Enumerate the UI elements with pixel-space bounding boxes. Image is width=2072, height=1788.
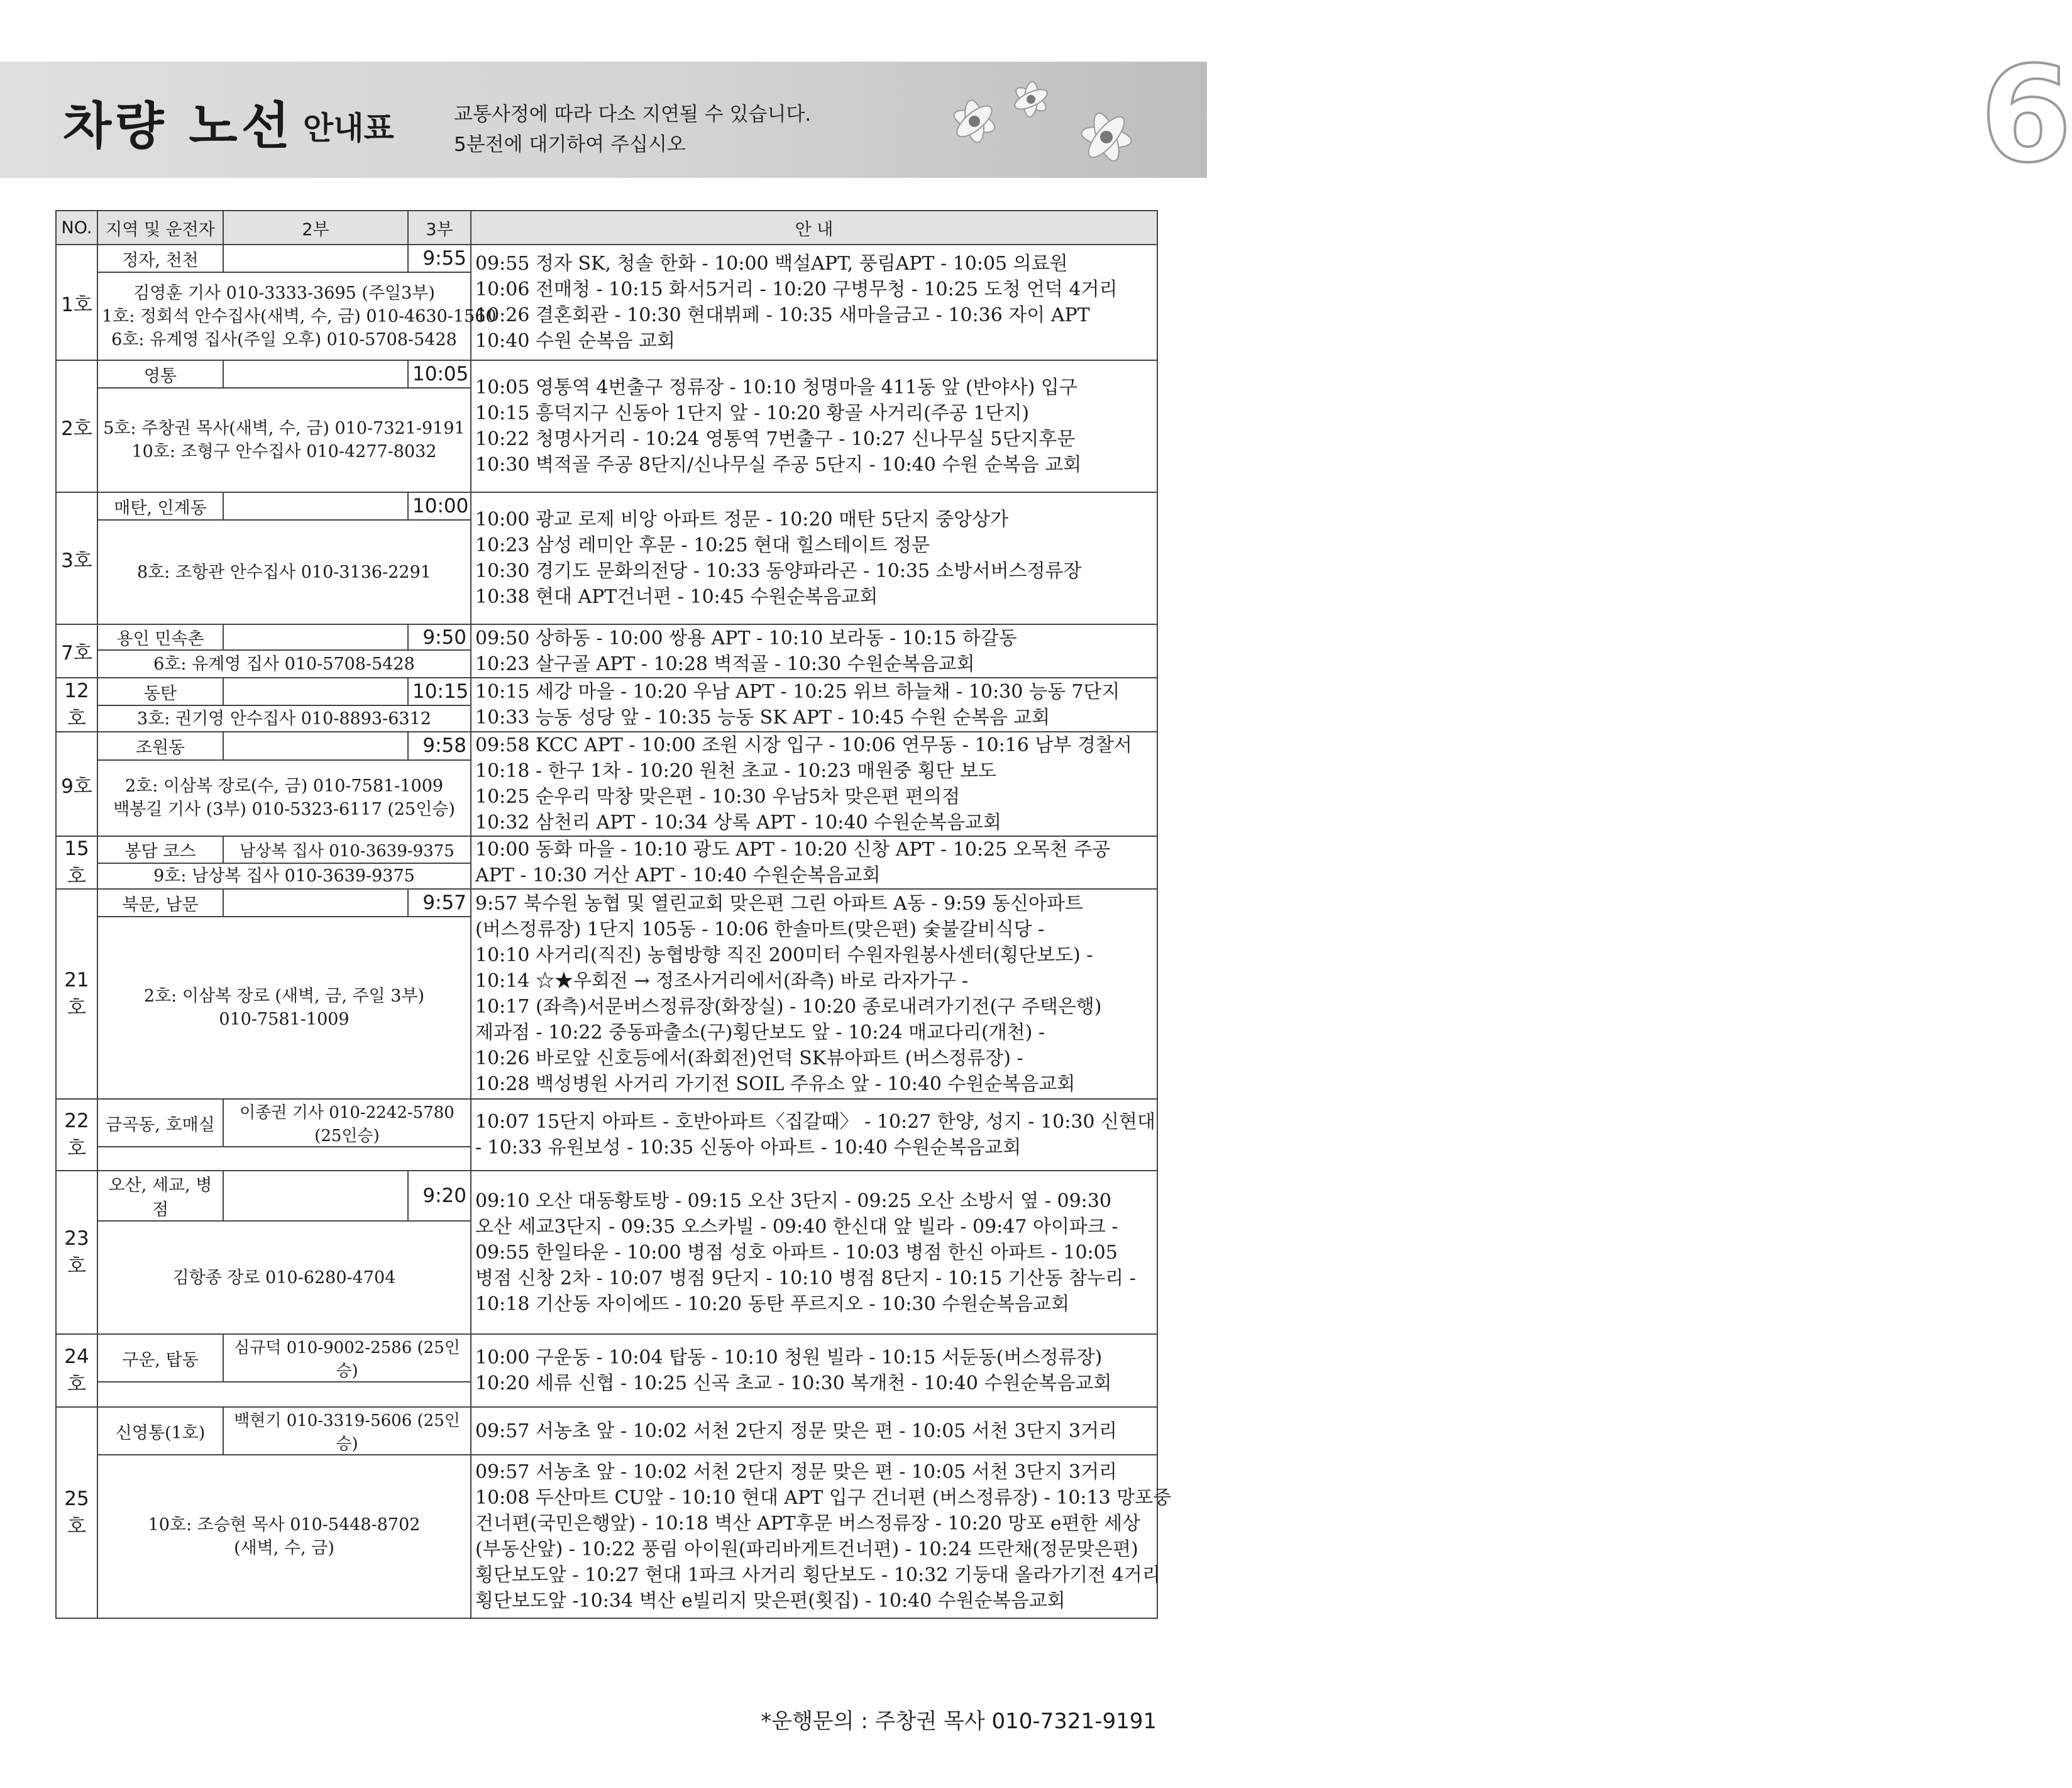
table-row bbox=[56, 492, 1157, 520]
route-region: 조원동 bbox=[97, 732, 223, 760]
part3-time: 10:15 bbox=[408, 678, 471, 705]
col-header-region: 지역 및 운전자 bbox=[97, 211, 223, 245]
table-row bbox=[56, 245, 1157, 272]
table-row bbox=[56, 836, 1157, 863]
part2-cell bbox=[223, 245, 408, 272]
part3-time: 9:57 bbox=[408, 889, 471, 917]
driver-line: 1호: 정회석 안수집사(새벽, 수, 금) 010-4630-1560 bbox=[102, 306, 497, 326]
guide-line: 10:20 세류 신협 - 10:25 신곡 초교 - 10:30 복개천 - 10:40 수원순복음교회 bbox=[475, 1372, 1112, 1394]
guide-line: APT - 10:30 거산 APT - 10:40 수원순복음교회 bbox=[475, 864, 881, 886]
page-number: 6 bbox=[1980, 38, 2072, 192]
guide-line: 10:14 ☆★우회전 → 정조사거리에서(좌측) 바로 라자가구 - bbox=[475, 970, 968, 992]
guide-line: 9:57 북수원 농협 및 열린교회 맞은편 그린 아파트 A동 - 9:59 동신아파트 bbox=[475, 893, 1083, 915]
driver-line: 김항종 장로 010-6280-4704 bbox=[172, 1267, 396, 1288]
guide-line: 10:15 흥덕지구 신동아 1단지 앞 - 10:20 황골 사거리(주공 1단지) bbox=[475, 402, 1030, 424]
route-driver-inline: 심규덕 010-9002-2586 (25인승) bbox=[223, 1334, 471, 1382]
guide-line: 09:57 서농초 앞 - 10:02 서천 2단지 정문 맞은 편 - 10:05 서천 3단지 3거리 bbox=[475, 1420, 1118, 1442]
driver-line: 3호: 권기영 안수집사 010-8893-6312 bbox=[137, 709, 431, 729]
notice bbox=[454, 99, 811, 160]
guide-line: 10:10 사거리(직진) 농협방향 직진 200미터 수원자원봉사센터(횡단보도) - bbox=[475, 944, 1093, 966]
guide-line: 10:30 경기도 문화의전당 - 10:33 동양파라곤 - 10:35 소방서버스정류장 bbox=[475, 560, 1082, 582]
route-drivers bbox=[97, 705, 471, 732]
driver-line: 10호: 조승현 목사 010-5448-8702 bbox=[148, 1515, 421, 1535]
part3-time: 9:58 bbox=[408, 732, 471, 760]
route-region: 매탄, 인계동 bbox=[97, 492, 223, 520]
guide-line: 10:30 벽적골 주공 8단지/신나무실 주공 5단지 - 10:40 수원 순복음 교회 bbox=[475, 454, 1082, 476]
flower-decoration bbox=[918, 38, 2072, 192]
guide-line: 10:32 삼천리 APT - 10:34 상록 APT - 10:40 수원순복음교회 bbox=[475, 812, 1001, 834]
route-guide bbox=[471, 1455, 1172, 1618]
table-row bbox=[56, 360, 1157, 388]
route-drivers bbox=[97, 520, 471, 624]
guide-line: 건너편(국민은행앞) - 10:18 벽산 APT후문 버스정류장 - 10:20 망포 e편한 세상 bbox=[475, 1513, 1141, 1535]
notice-line: 5분전에 대기하여 주십시오 bbox=[454, 133, 686, 156]
guide-line: 병점 신창 2차 - 10:07 병점 9단지 - 10:10 병점 8단지 - 10:15 기산동 참누리 - bbox=[475, 1267, 1136, 1289]
route-drivers bbox=[97, 760, 471, 836]
part3-time: 10:05 bbox=[408, 360, 471, 388]
route-guide bbox=[471, 836, 1157, 889]
route-number: 3호 bbox=[56, 492, 97, 624]
route-number: 24호 bbox=[56, 1334, 97, 1407]
guide-line: 09:58 KCC APT - 10:00 조원 시장 입구 - 10:06 연무동 - 10:16 남부 경찰서 bbox=[475, 734, 1132, 756]
guide-line: 오산 세교3단지 - 09:35 오스카빌 - 09:40 한신대 앞 빌라 - 09:47 아이파크 - bbox=[475, 1215, 1118, 1238]
driver-line: (새벽, 수, 금) bbox=[234, 1538, 334, 1558]
route-number: 23호 bbox=[56, 1171, 97, 1334]
route-guide bbox=[471, 360, 1157, 492]
driver-line: 2호: 이삼복 장로 (새벽, 금, 주일 3부) bbox=[143, 986, 425, 1006]
route-driver-inline: 이종권 기사 010-2242-5780 (25인승) bbox=[223, 1099, 471, 1147]
route-region: 신영통(1호) bbox=[97, 1407, 223, 1455]
route-table bbox=[55, 210, 1172, 1619]
guide-line: 10:00 광교 로제 비앙 아파트 정문 - 10:20 매탄 5단지 중앙상가 bbox=[475, 509, 1009, 531]
table-row bbox=[56, 1099, 1157, 1147]
part3-time: 9:50 bbox=[408, 624, 471, 650]
part2-cell bbox=[223, 360, 408, 388]
guide-line: 10:26 바로앞 신호등에서(좌회전)언덕 SK뷰아파트 (버스정류장) - bbox=[475, 1047, 1023, 1069]
guide-line: 09:50 상하동 - 10:00 쌍용 APT - 10:10 보라동 - 10:15 하갈동 bbox=[475, 627, 1017, 649]
guide-line: 횡단보도앞 - 10:27 현대 1파크 사거리 횡단보도 - 10:32 기둥대 올라가기전 4거리 bbox=[475, 1564, 1160, 1586]
route-drivers bbox=[97, 1221, 471, 1334]
guide-line: 10:28 백성병원 사거리 가기전 SOIL 주유소 앞 - 10:40 수원순복음교회 bbox=[475, 1073, 1076, 1095]
guide-line: 10:17 (좌측)서문버스정류장(화장실) - 10:20 종로내려가기전(구 주택은행) bbox=[475, 996, 1102, 1018]
route-drivers bbox=[97, 917, 471, 1099]
guide-line: 10:26 결혼회관 - 10:30 현대뷔페 - 10:35 새마을금고 - 10:36 자이 APT bbox=[475, 304, 1090, 326]
route-driver-inline: 백현기 010-3319-5606 (25인승) bbox=[223, 1407, 471, 1455]
route-drivers bbox=[97, 388, 471, 492]
part3-time: 9:20 bbox=[408, 1171, 471, 1221]
route-guide bbox=[471, 889, 1157, 1099]
route-number: 21호 bbox=[56, 889, 97, 1099]
route-number: 12호 bbox=[56, 678, 97, 732]
table-header-row bbox=[56, 211, 1157, 245]
guide-line: 09:10 오산 대동황토방 - 09:15 오산 3단지 - 09:25 오산 소방서 옆 - 09:30 bbox=[475, 1189, 1111, 1212]
col-header-part3: 3부 bbox=[408, 211, 471, 245]
col-header-no: NO. bbox=[56, 211, 97, 245]
driver-line: 6호: 유계영 집사 010-5708-5428 bbox=[153, 654, 415, 674]
guide-line: 10:23 살구골 APT - 10:28 벽적골 - 10:30 수원순복음교회 bbox=[475, 653, 975, 675]
guide-line: 10:40 수원 순복음 교회 bbox=[475, 330, 675, 352]
page-title: 차량 노선 bbox=[63, 97, 294, 155]
route-number: 25호 bbox=[56, 1407, 97, 1618]
route-region: 동탄 bbox=[97, 678, 223, 705]
route-number: 1호 bbox=[56, 245, 97, 360]
driver-line: 8호: 조항관 안수집사 010-3136-2291 bbox=[137, 562, 431, 582]
guide-line: 09:55 정자 SK, 청솔 한화 - 10:00 백설APT, 풍림APT - 10:05 의료원 bbox=[475, 253, 1068, 275]
contact-footer: *운행문의 : 주창권 목사 010-7321-9191 bbox=[761, 1709, 1157, 1734]
part2-cell bbox=[223, 678, 408, 705]
route-region: 용인 민속촌 bbox=[97, 624, 223, 650]
driver-line: 2호: 이삼복 장로(수, 금) 010-7581-1009 bbox=[124, 776, 444, 797]
guide-line: 10:00 동화 마을 - 10:10 광도 APT - 10:20 신창 APT - 10:25 오목천 주공 bbox=[475, 839, 1111, 861]
guide-line: 횡단보도앞 -10:34 벽산 e빌리지 맞은편(횟집) - 10:40 수원순복음교회 bbox=[475, 1590, 1066, 1612]
page-subtitle: 안내표 bbox=[303, 110, 394, 146]
route-number: 7호 bbox=[56, 624, 97, 678]
guide-line: 10:22 청명사거리 - 10:24 영통역 7번출구 - 10:27 신나무실 5단지후문 bbox=[475, 428, 1076, 450]
guide-line: 10:18 - 한구 1차 - 10:20 원천 초교 - 10:23 매원중 횡단 보도 bbox=[475, 760, 997, 782]
guide-line: 09:57 서농초 앞 - 10:02 서천 2단지 정문 맞은 편 - 10:05 서천 3단지 3거리 bbox=[475, 1461, 1118, 1483]
table-row bbox=[56, 624, 1157, 650]
guide-line: 10:07 15단지 아파트 - 호반아파트〈집갈때〉 - 10:27 한양, 성지 - 10:30 신현대 bbox=[475, 1111, 1155, 1133]
part2-cell bbox=[223, 624, 408, 650]
route-guide bbox=[471, 1171, 1157, 1334]
guide-line: 제과점 - 10:22 중동파출소(구)횡단보도 앞 - 10:24 매교다리(개천) - bbox=[475, 1022, 1045, 1044]
part2-cell bbox=[223, 1171, 408, 1221]
table-row bbox=[56, 1407, 1157, 1455]
route-drivers bbox=[97, 863, 471, 889]
guide-line: 10:06 전매청 - 10:15 화서5거리 - 10:20 구병무청 - 10:25 도청 언덕 4거리 bbox=[475, 279, 1118, 301]
route-region: 정자, 천천 bbox=[97, 245, 223, 272]
route-drivers bbox=[97, 1147, 471, 1171]
notice-line: 교통사정에 따라 다소 지연될 수 있습니다. bbox=[454, 103, 812, 126]
guide-line: 10:38 현대 APT건너편 - 10:45 수원순복음교회 bbox=[475, 586, 878, 608]
driver-line: 백봉길 기사 (3부) 010-5323-6117 (25인승) bbox=[113, 800, 455, 820]
col-header-guide: 안 내 bbox=[471, 211, 1157, 245]
route-number: 22호 bbox=[56, 1099, 97, 1171]
route-drivers bbox=[97, 272, 497, 360]
driver-line: 6호: 유계영 집사(주일 오후) 010-5708-5428 bbox=[111, 329, 457, 350]
guide-line: - 10:33 유원보성 - 10:35 신동아 아파트 - 10:40 수원순복음교회 bbox=[475, 1137, 1022, 1159]
table-row bbox=[56, 889, 1157, 917]
route-guide bbox=[471, 624, 1157, 678]
route-region: 오산, 세교, 병점 bbox=[97, 1171, 223, 1221]
driver-line: 김영훈 기사 010-3333-3695 (주일3부) bbox=[133, 283, 435, 303]
guide-line: (버스정류장) 1단지 105동 - 10:06 한솔마트(맞은편) 숯불갈비식당 - bbox=[475, 919, 1045, 941]
route-region: 북문, 남문 bbox=[97, 889, 223, 917]
route-drivers bbox=[97, 650, 471, 678]
route-guide bbox=[471, 678, 1157, 732]
route-guide bbox=[471, 1334, 1157, 1407]
driver-line: 9호: 남상복 집사 010-3639-9375 bbox=[153, 866, 415, 886]
driver-line: 5호: 주창권 목사(새벽, 수, 금) 010-7321-9191 bbox=[103, 419, 465, 438]
guide-line: 10:18 기산동 자이에뜨 - 10:20 동탄 푸르지오 - 10:30 수원순복음교회 bbox=[475, 1293, 1070, 1315]
guide-line: 10:05 영통역 4번출구 정류장 - 10:10 청명마을 411동 앞 (반야사) 입구 bbox=[475, 377, 1077, 399]
part3-time: 10:00 bbox=[408, 492, 471, 520]
header-banner bbox=[0, 38, 2072, 192]
col-header-part2: 2부 bbox=[223, 211, 408, 245]
route-region: 봉담 코스 bbox=[97, 836, 223, 863]
guide-line: 10:08 두산마트 CU앞 - 10:10 현대 APT 입구 건너편 (버스정류장) - 10:13 망포중 bbox=[475, 1487, 1172, 1509]
guide-line: 09:55 한일타운 - 10:00 병점 성호 아파트 - 10:03 병점 한신 아파트 - 10:05 bbox=[475, 1241, 1118, 1264]
table-row-detail bbox=[56, 1455, 1157, 1618]
part3-time: 9:55 bbox=[408, 245, 471, 272]
guide-line: 10:23 삼성 레미안 후문 - 10:25 현대 힐스테이트 정문 bbox=[475, 534, 930, 556]
route-driver-inline: 남상복 집사 010-3639-9375 bbox=[223, 836, 471, 863]
guide-line: 10:33 능동 성당 앞 - 10:35 능동 SK APT - 10:45 수원 순복음 교회 bbox=[475, 707, 1050, 729]
guide-line: 10:15 세강 마을 - 10:20 우남 APT - 10:25 위브 하늘채 - 10:30 능동 7단지 bbox=[475, 681, 1120, 703]
table-row bbox=[56, 732, 1157, 760]
part2-cell bbox=[223, 492, 408, 520]
table-row bbox=[56, 1171, 1157, 1221]
route-number: 2호 bbox=[56, 360, 97, 492]
route-region: 영통 bbox=[97, 360, 223, 388]
table-row bbox=[56, 678, 1157, 705]
route-guide bbox=[471, 732, 1157, 836]
guide-line: 10:00 구운동 - 10:04 탑동 - 10:10 청원 빌라 - 10:15 서둔동(버스정류장) bbox=[475, 1347, 1103, 1369]
route-region: 구운, 탑동 bbox=[97, 1334, 223, 1382]
route-guide bbox=[471, 1099, 1157, 1171]
route-guide-top bbox=[471, 1407, 1157, 1455]
driver-line: 010-7581-1009 bbox=[219, 1010, 350, 1029]
route-number: 15호 bbox=[56, 836, 97, 889]
guide-line: (부동산앞) - 10:22 풍림 아이원(파리바게트건너편) - 10:24 뜨란채(정문맞은편) bbox=[475, 1538, 1138, 1560]
route-drivers bbox=[97, 1382, 471, 1407]
part2-cell bbox=[223, 889, 408, 917]
route-region: 금곡동, 호매실 bbox=[97, 1099, 223, 1147]
route-guide bbox=[471, 245, 1157, 360]
route-guide bbox=[471, 492, 1157, 624]
route-drivers bbox=[97, 1455, 471, 1618]
route-number: 9호 bbox=[56, 732, 97, 836]
driver-line: 10호: 조형구 안수집사 010-4277-8032 bbox=[131, 442, 437, 461]
guide-line: 10:25 순우리 막창 맞은편 - 10:30 우남5차 맞은편 편의점 bbox=[475, 786, 961, 808]
table-row bbox=[56, 1334, 1157, 1382]
part2-cell bbox=[223, 732, 408, 760]
